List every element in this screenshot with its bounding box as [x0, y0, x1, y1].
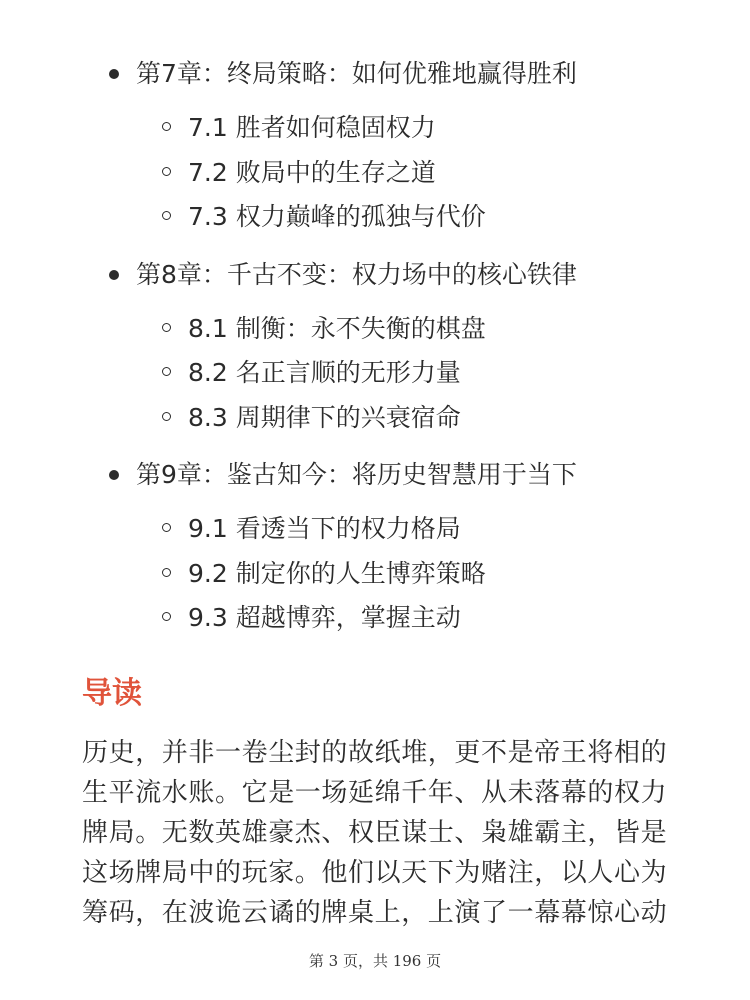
bullet-circle-icon: [162, 211, 171, 220]
section-title: 7.2 败局中的生存之道: [188, 157, 436, 187]
toc-section-item[interactable]: [0, 195, 750, 240]
paragraph-line: 牌局。无数英雄豪杰、权臣谋士、枭雄霸主，皆是: [82, 818, 668, 848]
bullet-circle-icon: [162, 367, 171, 376]
bullet-circle-icon: [162, 122, 171, 131]
paragraph-line: 历史，并非一卷尘封的故纸堆，更不是帝王将相的: [82, 738, 668, 768]
section-title: 7.1 胜者如何稳固权力: [188, 113, 436, 142]
section-list: [0, 507, 750, 641]
intro-paragraph: [82, 733, 672, 933]
section-title: 8.2 名正言顺的无形力量: [188, 358, 461, 387]
toc-chapter-item[interactable]: [0, 453, 750, 497]
bullet-circle-icon: [162, 323, 171, 332]
bullet-circle-icon: [162, 167, 171, 176]
toc-section-item[interactable]: [0, 552, 750, 597]
toc-section-item[interactable]: [0, 151, 750, 196]
chapter-title: 第8章：千古不变：权力场中的核心铁律: [136, 259, 577, 289]
chapter-block: [0, 253, 750, 441]
toc-section-item[interactable]: [0, 106, 750, 151]
intro-heading: 导读: [82, 676, 142, 711]
section-list: [0, 106, 750, 240]
table-of-contents: [0, 52, 750, 654]
bullet-circle-icon: [162, 412, 171, 421]
chapter-title: 第7章：终局策略：如何优雅地赢得胜利: [136, 59, 577, 88]
bullet-dot-icon: [109, 470, 119, 480]
paragraph-line: 这场牌局中的玩家。他们以天下为赌注，以人心为: [82, 858, 668, 888]
bullet-dot-icon: [109, 270, 119, 280]
section-title: 9.3 超越博弈，掌握主动: [188, 603, 461, 632]
toc-chapter-item[interactable]: [0, 52, 750, 96]
paragraph-line: 筹码，在波诡云谲的牌桌上，上演了一幕幕惊心动: [82, 898, 668, 928]
chapter-block: [0, 52, 750, 240]
paragraph-line: 生平流水账。它是一场延绵千年、从未落幕的权力: [82, 778, 668, 808]
toc-section-item[interactable]: [0, 596, 750, 641]
bullet-circle-icon: [162, 568, 171, 577]
section-title: 8.3 周期律下的兴衰宿命: [188, 402, 461, 432]
bullet-circle-icon: [162, 523, 171, 532]
section-title: 7.3 权力巅峰的孤独与代价: [188, 202, 486, 231]
page-number-footer: 第 3 页，共 196 页: [308, 952, 442, 970]
section-title: 9.2 制定你的人生博弈策略: [188, 558, 486, 588]
section-title: 9.1 看透当下的权力格局: [188, 514, 461, 543]
toc-section-item[interactable]: [0, 307, 750, 352]
bullet-dot-icon: [109, 69, 119, 79]
chapter-title: 第9章：鉴古知今：将历史智慧用于当下: [136, 460, 577, 489]
bullet-circle-icon: [162, 612, 171, 621]
toc-section-item[interactable]: [0, 396, 750, 441]
toc-section-item[interactable]: [0, 507, 750, 552]
toc-chapter-item[interactable]: [0, 253, 750, 297]
chapter-block: [0, 453, 750, 641]
section-title: 8.1 制衡：永不失衡的棋盘: [188, 313, 486, 343]
toc-section-item[interactable]: [0, 351, 750, 396]
section-list: [0, 307, 750, 441]
